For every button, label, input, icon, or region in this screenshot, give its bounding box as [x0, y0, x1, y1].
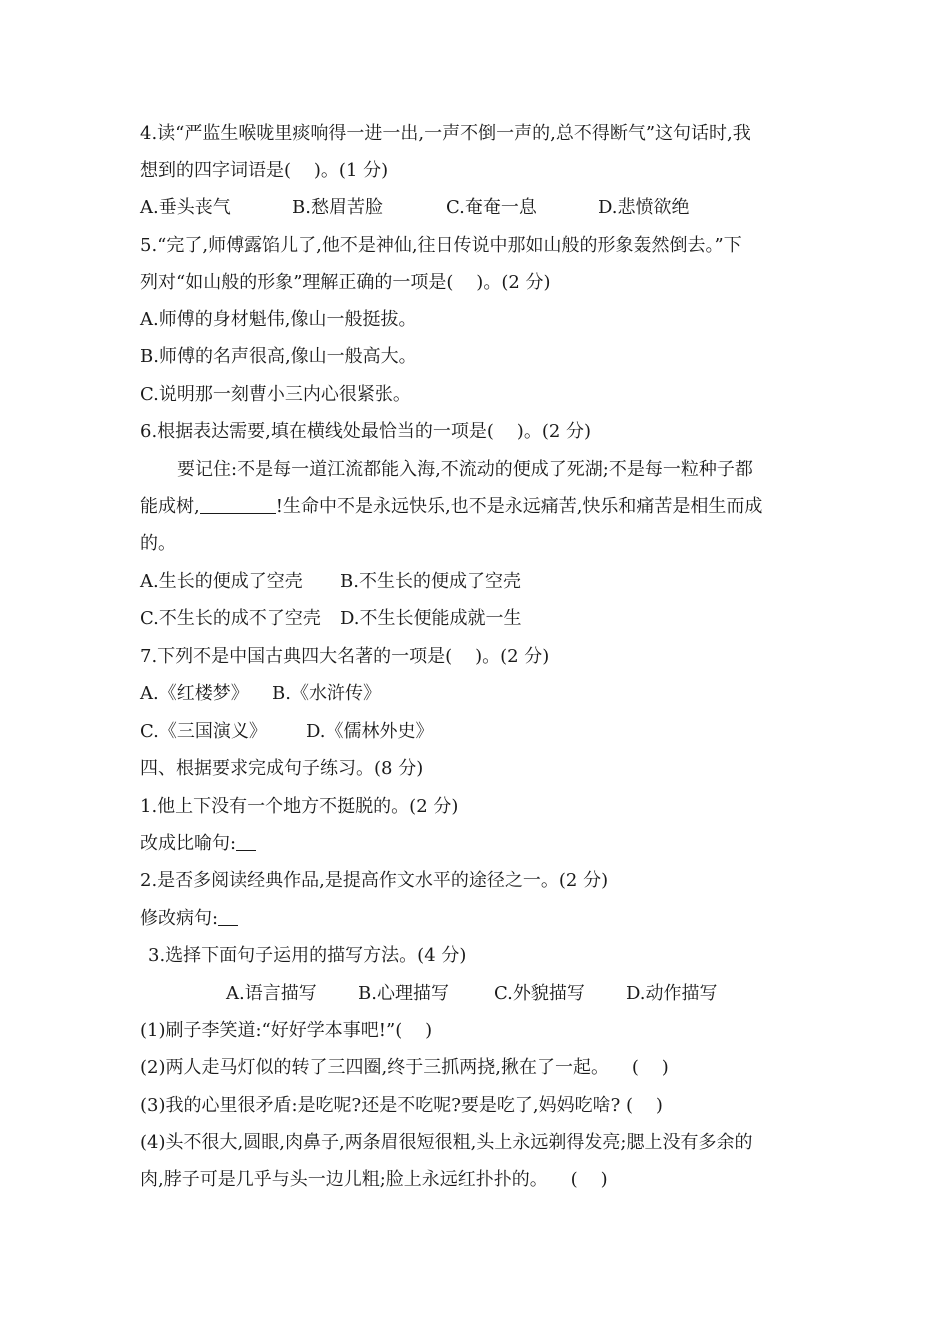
q7-option-c: C.《三国演义》 — [140, 721, 267, 742]
q6-passage-line1: 要记住:不是每一道江流都能入海,不流动的便成了死湖;不是每一粒种子都 — [177, 459, 753, 480]
section4-title: 四、根据要求完成句子练习。(8 分) — [140, 758, 424, 779]
q6-option-a: A.生长的便成了空壳 — [140, 571, 303, 592]
q6-passage-line2 — [140, 495, 762, 519]
q3-sentence-3: (3)我的心里很矛盾:是吃呢?还是不吃呢?要是吃了,妈妈吃啥? ( ) — [140, 1095, 663, 1116]
q6-option-c: C.不生长的成不了空壳 — [140, 608, 321, 629]
q6-answer-blank[interactable] — [200, 495, 276, 514]
q3-sentence-1: (1)刷子李笑道:“好好学本事吧!”( ) — [140, 1020, 433, 1041]
section4-q3: 3.选择下面句子运用的描写方法。(4 分) — [148, 945, 467, 966]
q6-passage-post: !生命中不是永远快乐,也不是永远痛苦,快乐和痛苦是相生而成 — [275, 496, 763, 517]
q4-stem-line2: 想到的四字词语是( )。(1 分) — [140, 160, 389, 181]
q4-option-a: A.垂头丧气 — [140, 197, 231, 218]
q4-option-d: D.悲愤欲绝 — [598, 197, 690, 218]
q5-stem-line1: 5.“完了,师傅露馅儿了,他不是神仙,往日传说中那如山般的形象轰然倒去。”下 — [140, 235, 742, 256]
q6-passage-pre: 能成树, — [140, 496, 200, 517]
q6-passage-line3: 的。 — [140, 533, 176, 554]
q3-option-a: A.语言描写 — [226, 983, 317, 1004]
q5-option-a: A.师傅的身材魁伟,像山一般挺拔。 — [140, 309, 417, 330]
q4-option-b: B.愁眉苦脸 — [292, 197, 383, 218]
q5-stem-line2: 列对“如山般的形象”理解正确的一项是( )。(2 分) — [140, 272, 551, 293]
q7-option-b: B.《水浒传》 — [272, 683, 381, 704]
q2-prompt: 修改病句: — [140, 908, 219, 929]
q6-stem: 6.根据表达需要,填在横线处最恰当的一项是( )。(2 分) — [140, 421, 592, 442]
q3-sentence-4-line1: (4)头不很大,圆眼,肉鼻子,两条眉很短很粗,头上永远剃得发亮;腮上没有多余的 — [140, 1132, 753, 1153]
section4-q1-answer-line — [140, 832, 256, 856]
section4-q2-answer-line — [140, 907, 238, 931]
q5-option-b: B.师傅的名声很高,像山一般高大。 — [140, 346, 417, 367]
q6-option-b: B.不生长的便成了空壳 — [340, 571, 521, 592]
q7-option-a: A.《红楼梦》 — [140, 683, 249, 704]
section4-q2: 2.是否多阅读经典作品,是提高作文水平的途径之一。(2 分) — [140, 870, 609, 891]
q3-option-b: B.心理描写 — [358, 983, 449, 1004]
q6-option-d: D.不生长便能成就一生 — [340, 608, 522, 629]
q3-sentence-4-line2: 肉,脖子可是几乎与头一边儿粗;脸上永远红扑扑的。 ( ) — [140, 1169, 608, 1190]
q7-stem: 7.下列不是中国古典四大名著的一项是( )。(2 分) — [140, 646, 550, 667]
q3-option-d: D.动作描写 — [626, 983, 718, 1004]
section4-q1: 1.他上下没有一个地方不挺脱的。(2 分) — [140, 796, 459, 817]
q4-option-c: C.奄奄一息 — [446, 197, 537, 218]
q5-option-c: C.说明那一刻曹小三内心很紧张。 — [140, 384, 411, 405]
q3-sentence-2: (2)两人走马灯似的转了三四圈,终于三抓两挠,揪在了一起。 ( ) — [140, 1057, 669, 1078]
q4-stem-line1: 4.读“严监生喉咙里痰响得一进一出,一声不倒一声的,总不得断气”这句话时,我 — [140, 123, 751, 144]
q1-prompt: 改成比喻句: — [140, 833, 237, 854]
q3-option-c: C.外貌描写 — [494, 983, 585, 1004]
q7-option-d: D.《儒林外史》 — [306, 721, 434, 742]
q1-answer-blank[interactable] — [236, 832, 256, 851]
q2-answer-blank[interactable] — [218, 907, 238, 926]
